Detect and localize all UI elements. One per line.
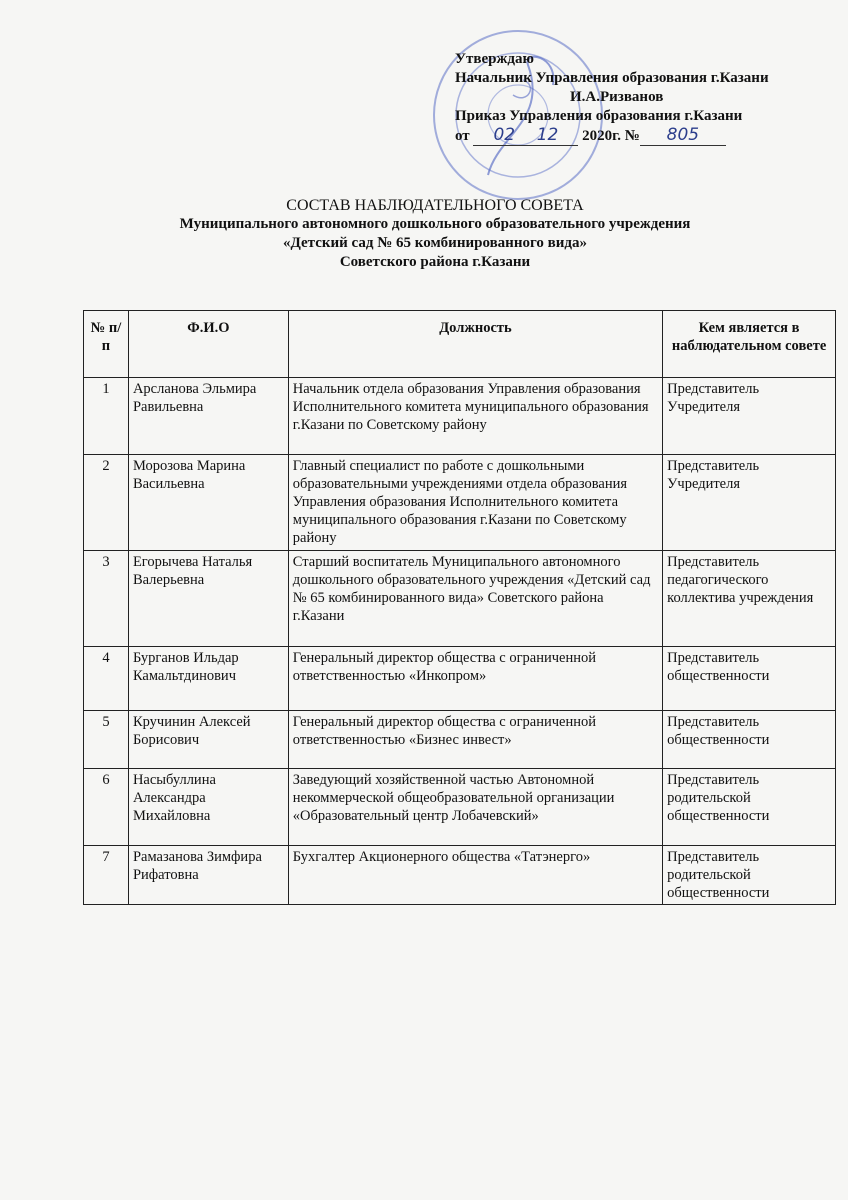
table-row (84, 711, 836, 769)
row-position: Бухгалтер Акционерного общества «Татэнерго» (288, 846, 662, 905)
date-year-label: 2020г. № (582, 128, 640, 144)
date-day: 02 (493, 125, 516, 145)
document-title (100, 196, 770, 272)
order-number: 805 (640, 126, 726, 146)
row-number: 5 (84, 711, 129, 769)
table-header-row (84, 311, 836, 378)
row-number: 6 (84, 769, 129, 846)
approver-name: И.А.Ризванов (570, 89, 664, 105)
row-number: 2 (84, 455, 129, 551)
approval-heading: Утверждаю (455, 51, 534, 67)
row-position: Заведующий хозяйственной частью Автономной некоммерческой общеобразовательной организации «Образовательный центр Лобачевский» (288, 769, 662, 846)
row-number: 3 (84, 551, 129, 647)
title-line-4: Советского района г.Казани (339, 254, 531, 270)
table-row (84, 455, 836, 551)
row-role: Представитель Учредителя (663, 378, 836, 455)
row-name: Морозова Марина Васильевна (128, 455, 288, 551)
title-line-3: «Детский сад № 65 комбинированного вида» (283, 235, 587, 251)
header-role: Кем является в наблюдательном совете (663, 311, 836, 378)
order-date-line (455, 126, 835, 146)
row-role: Представитель общественности (663, 647, 836, 711)
table-row (84, 846, 836, 905)
title-line-2: Муниципального автономного дошкольного образовательного учреждения (179, 216, 691, 232)
table-row (84, 551, 836, 647)
row-name: Насыбуллина Александра Михайловна (128, 769, 288, 846)
order-title: Приказ Управления образования г.Казани (455, 108, 743, 124)
row-position: Генеральный директор общества с ограниченной ответственностью «Бизнес инвест» (288, 711, 662, 769)
row-role: Представитель Учредителя (663, 455, 836, 551)
council-members-table (83, 310, 836, 905)
approver-position: Начальник Управления образования г.Казани (455, 70, 769, 86)
row-name: Бурганов Ильдар Камальтдинович (128, 647, 288, 711)
date-handwritten (473, 126, 578, 146)
header-position: Должность (288, 311, 662, 378)
table-row (84, 647, 836, 711)
row-role: Представитель педагогического коллектива учреждения (663, 551, 836, 647)
row-name: Арсланова Эльмира Равильевна (128, 378, 288, 455)
row-number: 7 (84, 846, 129, 905)
approval-block (455, 50, 835, 146)
row-position: Старший воспитатель Муниципального автономного дошкольного образовательного учреждения «Детский сад № 65 комбинированного вида» Советского района г.Казани (288, 551, 662, 647)
row-role: Представитель родительской общественности (663, 769, 836, 846)
header-number: № п/п (84, 311, 129, 378)
row-name: Егорычева Наталья Валерьевна (128, 551, 288, 647)
row-role: Представитель общественности (663, 711, 836, 769)
header-name: Ф.И.О (128, 311, 288, 378)
table-row (84, 378, 836, 455)
row-number: 4 (84, 647, 129, 711)
date-prefix: от (455, 128, 470, 144)
date-month: 12 (536, 125, 559, 145)
table-row (84, 769, 836, 846)
row-role: Представитель родительской общественности (663, 846, 836, 905)
row-position: Начальник отдела образования Управления образования Исполнительного комитета муниципального образования г.Казани по Советскому району (288, 378, 662, 455)
row-number: 1 (84, 378, 129, 455)
row-position: Генеральный директор общества с ограниченной ответственностью «Инкопром» (288, 647, 662, 711)
row-position: Главный специалист по работе с дошкольными образовательными учреждениями отдела образования Управления образования Исполнительного комитета муниципального образования г.Казани по Советскому району (288, 455, 662, 551)
row-name: Кручинин Алексей Борисович (128, 711, 288, 769)
row-name: Рамазанова Зимфира Рифатовна (128, 846, 288, 905)
title-line-1: СОСТАВ НАБЛЮДАТЕЛЬНОГО СОВЕТА (286, 197, 584, 214)
